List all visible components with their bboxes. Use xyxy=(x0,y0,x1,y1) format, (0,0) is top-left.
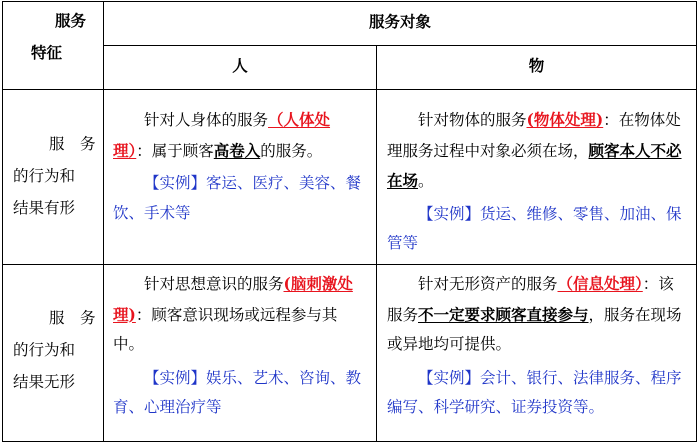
row1-label-line1: 服 务 xyxy=(49,135,96,153)
row1-label-line2: 的行为和 xyxy=(13,167,76,185)
border-top xyxy=(2,1,697,2)
border-right xyxy=(696,1,697,442)
row1-label-line3: 结果有形 xyxy=(13,199,76,217)
row-tangible-label xyxy=(3,128,103,224)
header-service-object: 服务对象 xyxy=(368,12,431,31)
row-intangible-label xyxy=(3,302,103,398)
border-under-object xyxy=(103,45,697,46)
header-person: 人 xyxy=(232,56,248,75)
border-header-bottom xyxy=(2,89,697,90)
header-feature-line2: 特征 xyxy=(31,43,63,62)
cell-mental-stimulus-processing xyxy=(104,269,376,423)
possession-processing-example: 【实例】货运、维修、零售、加油、保管等 xyxy=(387,204,682,252)
people-processing-example: 【实例】客运、医疗、美容、餐饮、手术等 xyxy=(113,174,362,222)
mental-processing-example: 【实例】娱乐、艺术、咨询、教育、心理治疗等 xyxy=(113,368,362,416)
people-processing-tag: （人体处理） xyxy=(113,110,331,160)
possession-processing-key: 顾客本人不必在场 xyxy=(387,140,682,190)
information-processing-tag: （信息处理） xyxy=(557,274,643,293)
cell-possession-processing xyxy=(377,105,696,259)
possession-processing-tag: (物体处理) xyxy=(526,110,604,129)
information-processing-example: 【实例】会计、银行、法律服务、程序编写、科学研究、证券投资等。 xyxy=(387,368,682,416)
cell-information-processing xyxy=(377,269,696,423)
information-processing-key: 不一定要求顾客直接参与 xyxy=(418,304,589,324)
header-service-feature xyxy=(3,5,103,69)
cell-people-processing xyxy=(104,105,376,228)
row2-label-line2: 的行为和 xyxy=(13,341,76,359)
row2-label-line3: 结果无形 xyxy=(13,373,76,391)
people-processing-key: 高卷入 xyxy=(213,140,261,160)
header-thing: 物 xyxy=(528,56,545,75)
service-classification-table xyxy=(2,1,697,442)
mental-processing-desc: 针对思想意识的服务(脑刺激处理)：顾客意识现场或远程参与其中。 xyxy=(113,274,353,353)
border-row1-bottom xyxy=(2,264,697,265)
header-feature-line1: 服务 xyxy=(55,11,87,30)
information-processing-desc: 针对无形资产的服务（信息处理）：该服务不一定要求顾客直接参与，服务在现场或异地均可提供。 xyxy=(387,274,682,353)
border-bottom xyxy=(2,441,697,442)
row2-label-line1: 服 务 xyxy=(49,309,96,327)
people-processing-desc: 针对人身体的服务（人体处理）：属于顾客高卷入的服务。 xyxy=(113,110,331,160)
possession-processing-desc: 针对物体的服务(物体处理)：在物体处理服务过程中对象必须在场，顾客本人不必在场。 xyxy=(387,110,682,190)
mental-processing-tag: (脑刺激处理) xyxy=(113,274,353,324)
